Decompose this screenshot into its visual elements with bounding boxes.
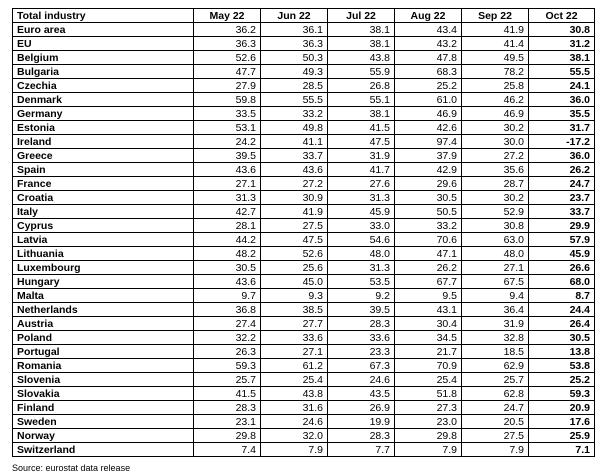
country-cell: Malta [13,289,194,303]
value-cell: 43.8 [328,51,395,65]
value-cell: 31.6 [261,401,328,415]
country-cell: Poland [13,331,194,345]
value-cell: 28.3 [194,401,261,415]
value-cell: 45.9 [529,247,595,261]
value-cell: 30.0 [462,135,529,149]
country-cell: Germany [13,107,194,121]
country-cell: EU [13,37,194,51]
value-cell: 24.7 [529,177,595,191]
country-cell: Greece [13,149,194,163]
value-cell: 27.9 [194,79,261,93]
value-cell: 25.2 [529,373,595,387]
value-cell: 33.7 [529,205,595,219]
table-row [13,79,595,93]
value-cell: 70.9 [395,359,462,373]
country-cell: Switzerland [13,443,194,457]
country-cell: Spain [13,163,194,177]
value-cell: 23.0 [395,415,462,429]
country-cell: Netherlands [13,303,194,317]
value-cell: 47.5 [261,233,328,247]
value-cell: 7.9 [462,443,529,457]
value-cell: 29.9 [529,219,595,233]
value-cell: 43.6 [261,163,328,177]
value-cell: 43.8 [261,387,328,401]
value-cell: 43.6 [194,163,261,177]
header-sep-22: Sep 22 [462,9,529,23]
country-cell: Denmark [13,93,194,107]
value-cell: 42.6 [395,121,462,135]
value-cell: 30.2 [462,121,529,135]
value-cell: 55.5 [261,93,328,107]
value-cell: 25.9 [529,429,595,443]
value-cell: 45.0 [261,275,328,289]
value-cell: 29.6 [395,177,462,191]
value-cell: 61.0 [395,93,462,107]
value-cell: 24.6 [328,373,395,387]
value-cell: 30.5 [194,261,261,275]
value-cell: 41.7 [328,163,395,177]
country-cell: Luxembourg [13,261,194,275]
value-cell: 32.2 [194,331,261,345]
table-row [13,359,595,373]
value-cell: 26.6 [529,261,595,275]
value-cell: 36.3 [261,37,328,51]
value-cell: 27.1 [462,261,529,275]
value-cell: 50.3 [261,51,328,65]
value-cell: 28.3 [328,429,395,443]
value-cell: 29.8 [194,429,261,443]
table-row [13,415,595,429]
value-cell: 43.4 [395,23,462,37]
table-row [13,93,595,107]
value-cell: 48.2 [194,247,261,261]
value-cell: 62.8 [462,387,529,401]
value-cell: 57.9 [529,233,595,247]
value-cell: 42.7 [194,205,261,219]
value-cell: 67.5 [462,275,529,289]
table-row [13,317,595,331]
value-cell: 48.0 [328,247,395,261]
country-cell: Slovakia [13,387,194,401]
value-cell: 41.5 [328,121,395,135]
value-cell: 38.1 [328,107,395,121]
table-row [13,65,595,79]
country-cell: Hungary [13,275,194,289]
value-cell: 59.3 [529,387,595,401]
value-cell: 36.0 [529,149,595,163]
header-oct-22: Oct 22 [529,9,595,23]
value-cell: 59.8 [194,93,261,107]
value-cell: 7.7 [328,443,395,457]
value-cell: 31.3 [328,191,395,205]
country-cell: Italy [13,205,194,219]
value-cell: -17.2 [529,135,595,149]
table-row [13,261,595,275]
table-row [13,373,595,387]
value-cell: 26.4 [529,317,595,331]
value-cell: 53.8 [529,359,595,373]
value-cell: 30.5 [395,191,462,205]
country-cell: Cyprus [13,219,194,233]
value-cell: 19.9 [328,415,395,429]
country-cell: Ireland [13,135,194,149]
value-cell: 46.9 [462,107,529,121]
value-cell: 23.1 [194,415,261,429]
value-cell: 30.8 [462,219,529,233]
value-cell: 41.5 [194,387,261,401]
value-cell: 36.2 [194,23,261,37]
value-cell: 31.2 [529,37,595,51]
footnote: Source: eurostat data release [12,463,131,473]
value-cell: 38.1 [328,37,395,51]
value-cell: 33.0 [328,219,395,233]
table-row [13,331,595,345]
country-cell: Belgium [13,51,194,65]
value-cell: 33.7 [261,149,328,163]
value-cell: 47.5 [328,135,395,149]
value-cell: 20.9 [529,401,595,415]
value-cell: 46.2 [462,93,529,107]
value-cell: 25.2 [395,79,462,93]
value-cell: 33.6 [261,331,328,345]
value-cell: 28.7 [462,177,529,191]
value-cell: 70.6 [395,233,462,247]
value-cell: 38.1 [328,23,395,37]
value-cell: 9.5 [395,289,462,303]
value-cell: 78.2 [462,65,529,79]
value-cell: 41.4 [462,37,529,51]
value-cell: 39.5 [194,149,261,163]
country-cell: Austria [13,317,194,331]
value-cell: 52.6 [261,247,328,261]
value-cell: 13.8 [529,345,595,359]
value-cell: 55.5 [529,65,595,79]
table-row [13,191,595,205]
value-cell: 53.5 [328,275,395,289]
value-cell: 47.1 [395,247,462,261]
value-cell: 20.5 [462,415,529,429]
value-cell: 32.8 [462,331,529,345]
value-cell: 30.8 [529,23,595,37]
table-row [13,121,595,135]
value-cell: 48.0 [462,247,529,261]
value-cell: 43.1 [395,303,462,317]
value-cell: 23.3 [328,345,395,359]
value-cell: 28.5 [261,79,328,93]
country-cell: Estonia [13,121,194,135]
value-cell: 27.6 [328,177,395,191]
table-row [13,177,595,191]
value-cell: 37.9 [395,149,462,163]
table-row [13,345,595,359]
table-row [13,233,595,247]
value-cell: 23.7 [529,191,595,205]
table-row [13,149,595,163]
value-cell: 38.5 [261,303,328,317]
value-cell: 7.4 [194,443,261,457]
value-cell: 27.5 [261,219,328,233]
value-cell: 25.7 [194,373,261,387]
value-cell: 55.1 [328,93,395,107]
value-cell: 51.8 [395,387,462,401]
table-row [13,135,595,149]
value-cell: 21.7 [395,345,462,359]
value-cell: 43.2 [395,37,462,51]
table-row [13,401,595,415]
value-cell: 47.7 [194,65,261,79]
value-cell: 25.6 [261,261,328,275]
value-cell: 39.5 [328,303,395,317]
value-cell: 9.2 [328,289,395,303]
value-cell: 8.7 [529,289,595,303]
country-cell: Slovenia [13,373,194,387]
country-cell: France [13,177,194,191]
value-cell: 7.9 [395,443,462,457]
table-row [13,37,595,51]
country-cell: Portugal [13,345,194,359]
country-cell: Croatia [13,191,194,205]
table-row [13,289,595,303]
value-cell: 43.6 [194,275,261,289]
value-cell: 25.4 [395,373,462,387]
value-cell: 26.3 [194,345,261,359]
value-cell: 35.5 [529,107,595,121]
value-cell: 27.1 [194,177,261,191]
value-cell: 97.4 [395,135,462,149]
value-cell: 33.6 [328,331,395,345]
value-cell: 28.1 [194,219,261,233]
table-body [13,23,595,457]
value-cell: 17.6 [529,415,595,429]
value-cell: 41.1 [261,135,328,149]
value-cell: 9.7 [194,289,261,303]
country-cell: Euro area [13,23,194,37]
value-cell: 31.3 [328,261,395,275]
value-cell: 7.9 [261,443,328,457]
country-cell: Sweden [13,415,194,429]
value-cell: 27.4 [194,317,261,331]
value-cell: 61.2 [261,359,328,373]
country-cell: Norway [13,429,194,443]
value-cell: 26.8 [328,79,395,93]
country-cell: Latvia [13,233,194,247]
value-cell: 38.1 [529,51,595,65]
industry-table [12,8,595,457]
value-cell: 49.5 [462,51,529,65]
value-cell: 36.3 [194,37,261,51]
value-cell: 31.3 [194,191,261,205]
value-cell: 31.9 [462,317,529,331]
value-cell: 43.5 [328,387,395,401]
value-cell: 63.0 [462,233,529,247]
header-may-22: May 22 [194,9,261,23]
value-cell: 27.7 [261,317,328,331]
value-cell: 52.9 [462,205,529,219]
value-cell: 59.3 [194,359,261,373]
value-cell: 25.8 [462,79,529,93]
value-cell: 33.2 [395,219,462,233]
value-cell: 24.7 [462,401,529,415]
value-cell: 27.3 [395,401,462,415]
value-cell: 49.8 [261,121,328,135]
value-cell: 27.1 [261,345,328,359]
value-cell: 24.4 [529,303,595,317]
value-cell: 26.2 [529,163,595,177]
value-cell: 30.2 [462,191,529,205]
value-cell: 41.9 [261,205,328,219]
value-cell: 27.2 [462,149,529,163]
value-cell: 25.7 [462,373,529,387]
value-cell: 45.9 [328,205,395,219]
value-cell: 36.0 [529,93,595,107]
country-cell: Bulgaria [13,65,194,79]
value-cell: 46.9 [395,107,462,121]
table-row [13,443,595,457]
value-cell: 25.4 [261,373,328,387]
value-cell: 36.8 [194,303,261,317]
table-row [13,163,595,177]
value-cell: 31.7 [529,121,595,135]
value-cell: 33.2 [261,107,328,121]
table-row [13,51,595,65]
table-row [13,275,595,289]
value-cell: 54.6 [328,233,395,247]
value-cell: 7.1 [529,443,595,457]
value-cell: 24.1 [529,79,595,93]
value-cell: 42.9 [395,163,462,177]
value-cell: 52.6 [194,51,261,65]
header-jul-22: Jul 22 [328,9,395,23]
value-cell: 53.1 [194,121,261,135]
value-cell: 32.0 [261,429,328,443]
value-cell: 50.5 [395,205,462,219]
value-cell: 68.0 [529,275,595,289]
value-cell: 29.8 [395,429,462,443]
header-aug-22: Aug 22 [395,9,462,23]
value-cell: 62.9 [462,359,529,373]
value-cell: 24.6 [261,415,328,429]
value-cell: 30.4 [395,317,462,331]
value-cell: 67.3 [328,359,395,373]
table-row [13,23,595,37]
value-cell: 36.4 [462,303,529,317]
value-cell: 30.5 [529,331,595,345]
data-table-wrapper [12,8,595,457]
value-cell: 18.5 [462,345,529,359]
value-cell: 44.2 [194,233,261,247]
value-cell: 41.9 [462,23,529,37]
value-cell: 26.2 [395,261,462,275]
value-cell: 9.4 [462,289,529,303]
value-cell: 28.3 [328,317,395,331]
value-cell: 27.2 [261,177,328,191]
value-cell: 67.7 [395,275,462,289]
table-row [13,247,595,261]
country-cell: Czechia [13,79,194,93]
value-cell: 34.5 [395,331,462,345]
value-cell: 9.3 [261,289,328,303]
table-row [13,219,595,233]
header-jun-22: Jun 22 [261,9,328,23]
value-cell: 31.9 [328,149,395,163]
table-row [13,107,595,121]
header-total-industry: Total industry [13,9,194,23]
value-cell: 55.9 [328,65,395,79]
country-cell: Finland [13,401,194,415]
value-cell: 49.3 [261,65,328,79]
header-row [13,9,595,23]
value-cell: 30.9 [261,191,328,205]
value-cell: 26.9 [328,401,395,415]
value-cell: 24.2 [194,135,261,149]
value-cell: 47.8 [395,51,462,65]
country-cell: Lithuania [13,247,194,261]
value-cell: 33.5 [194,107,261,121]
table-row [13,387,595,401]
value-cell: 35.6 [462,163,529,177]
table-row [13,429,595,443]
country-cell: Romania [13,359,194,373]
value-cell: 27.5 [462,429,529,443]
table-row [13,205,595,219]
table-row [13,303,595,317]
value-cell: 36.1 [261,23,328,37]
value-cell: 68.3 [395,65,462,79]
